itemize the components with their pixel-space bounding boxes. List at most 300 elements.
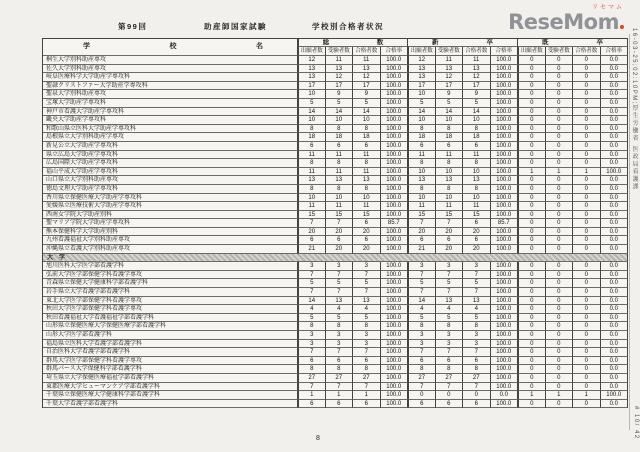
stat-cell: 20 <box>463 245 491 254</box>
stat-cell: 0 <box>546 142 574 151</box>
group-header-row <box>298 39 628 47</box>
stat-cell: 0 <box>518 228 546 237</box>
stat-cell: 5 <box>408 279 436 288</box>
stat-cell: 100.0 <box>491 245 519 254</box>
stat-cell: 17 <box>436 82 464 91</box>
stat-cell: 100.0 <box>491 279 519 288</box>
stat-cell: 6 <box>353 219 381 228</box>
stat-cell: 0 <box>546 90 574 99</box>
stat-cell: 7 <box>463 348 491 357</box>
stat-cell: 15 <box>463 211 491 220</box>
stat-cell: 100.0 <box>381 271 409 280</box>
stat-cell: 13 <box>463 65 491 74</box>
stat-cell: 3 <box>298 331 326 340</box>
stat-cell: 100.0 <box>381 211 409 220</box>
stat-cell: 0.0 <box>601 305 629 314</box>
table-row <box>43 262 628 271</box>
stat-cell: 0.0 <box>601 73 629 82</box>
stat-cell: 100.0 <box>491 236 519 245</box>
stat-cell: 8 <box>436 159 464 168</box>
stat-cell: 0 <box>573 314 601 323</box>
stat-cell: 100.0 <box>381 125 409 134</box>
school-name-cell: 新見公立大学助産学専攻科 <box>43 142 298 151</box>
table-row <box>43 56 628 65</box>
stat-cell: 1 <box>546 391 574 400</box>
stat-cell: 6 <box>298 236 326 245</box>
stat-cell: 100.0 <box>381 194 409 203</box>
stat-cell: 100.0 <box>491 262 519 271</box>
stat-cell: 5 <box>463 314 491 323</box>
stat-cell: 7 <box>408 271 436 280</box>
stat-cell: 14 <box>353 108 381 117</box>
stat-cell: 100.0 <box>491 228 519 237</box>
stat-cell: 0 <box>518 90 546 99</box>
stat-cell: 7 <box>353 271 381 280</box>
stat-cell: 0.0 <box>601 90 629 99</box>
column-header: 合格率 <box>601 47 629 56</box>
school-name-cell: 群馬パース大学保健科学部看護学科 <box>43 365 298 374</box>
stat-cell: 0 <box>518 108 546 117</box>
stat-cell: 5 <box>326 99 354 108</box>
stat-cell: 8 <box>353 125 381 134</box>
stat-cell: 0.0 <box>601 125 629 134</box>
stat-cell: 7 <box>298 219 326 228</box>
stat-cell: 1 <box>546 168 574 177</box>
stat-cell: 0 <box>518 357 546 366</box>
stat-cell: 4 <box>298 305 326 314</box>
stat-cell: 100.0 <box>381 228 409 237</box>
stat-cell: 0 <box>546 400 574 409</box>
stat-cell: 100.0 <box>381 305 409 314</box>
stat-cell: 0 <box>573 159 601 168</box>
school-name-cell: 東北大学医学部保健学科看護学専攻 <box>43 297 298 306</box>
stat-cell: 0 <box>573 245 601 254</box>
stat-cell: 11 <box>326 151 354 160</box>
stat-cell: 100.0 <box>381 99 409 108</box>
table-row <box>43 305 628 314</box>
table-row <box>43 125 628 134</box>
stat-cell: 0 <box>463 391 491 400</box>
stat-cell: 11 <box>463 56 491 65</box>
stat-cell: 27 <box>298 374 326 383</box>
stat-cell: 0 <box>546 357 574 366</box>
stat-cell: 0 <box>546 279 574 288</box>
stat-cell: 8 <box>353 365 381 374</box>
stat-cell: 0 <box>518 383 546 392</box>
school-name-cell: 佐久大学別科助産専攻 <box>43 65 298 74</box>
stat-cell: 9 <box>326 90 354 99</box>
stat-cell: 100.0 <box>491 383 519 392</box>
stat-cell: 7 <box>408 383 436 392</box>
stat-cell: 9 <box>353 90 381 99</box>
stat-cell: 5 <box>463 99 491 108</box>
stat-cell: 5 <box>436 99 464 108</box>
stat-cell: 0 <box>546 348 574 357</box>
stat-cell: 8 <box>298 322 326 331</box>
resemom-logo <box>508 5 624 33</box>
stat-cell: 100.0 <box>381 322 409 331</box>
stat-cell: 100.0 <box>381 176 409 185</box>
stat-cell: 0.0 <box>601 331 629 340</box>
column-header: 出願者数 <box>408 47 436 56</box>
stat-cell: 0.0 <box>601 365 629 374</box>
stat-cell: 100.0 <box>491 168 519 177</box>
stat-cell: 0 <box>518 245 546 254</box>
stat-cell: 0 <box>546 185 574 194</box>
stat-cell: 0 <box>518 219 546 228</box>
stat-cell: 100.0 <box>381 357 409 366</box>
stat-cell: 0 <box>518 142 546 151</box>
stat-cell: 0.0 <box>601 288 629 297</box>
stat-cell: 8 <box>353 185 381 194</box>
stat-cell: 100.0 <box>491 82 519 91</box>
stat-cell: 0 <box>518 348 546 357</box>
stat-cell: 0 <box>518 331 546 340</box>
stat-cell: 0 <box>546 331 574 340</box>
stat-cell: 18 <box>298 133 326 142</box>
stat-cell: 0 <box>518 279 546 288</box>
stat-cell: 100.0 <box>381 133 409 142</box>
stat-cell: 0 <box>573 142 601 151</box>
stat-cell: 11 <box>436 202 464 211</box>
stat-cell: 6 <box>408 142 436 151</box>
stat-cell: 0 <box>573 125 601 134</box>
stat-cell: 5 <box>298 314 326 323</box>
stat-cell: 0.0 <box>601 400 629 409</box>
stat-cell: 5 <box>463 279 491 288</box>
stat-cell: 1 <box>326 391 354 400</box>
stat-cell: 100.0 <box>491 108 519 117</box>
stat-cell: 10 <box>463 194 491 203</box>
stat-cell: 85.7 <box>381 219 409 228</box>
stat-cell: 100.0 <box>491 194 519 203</box>
school-name-cell: 福島県立医科大学看護学部看護学科 <box>43 340 298 349</box>
stat-cell: 3 <box>326 331 354 340</box>
stat-cell: 8 <box>326 365 354 374</box>
stat-cell: 0 <box>573 340 601 349</box>
stat-cell: 10 <box>353 194 381 203</box>
stat-cell: 0 <box>573 331 601 340</box>
school-name-cell: 西南女学院大学助産別科 <box>43 211 298 220</box>
stat-cell: 0 <box>546 314 574 323</box>
stat-cell: 0 <box>546 125 574 134</box>
table-row <box>43 116 628 125</box>
stat-cell: 100.0 <box>381 142 409 151</box>
stat-cell: 0.0 <box>601 219 629 228</box>
stat-cell: 11 <box>436 151 464 160</box>
stat-cell: 100.0 <box>601 168 629 177</box>
stat-cell: 0.0 <box>601 314 629 323</box>
table-row <box>43 331 628 340</box>
sub-header-row <box>298 47 628 56</box>
stat-cell: 14 <box>326 108 354 117</box>
stat-cell: 12 <box>436 73 464 82</box>
table-row <box>43 271 628 280</box>
stat-cell: 100.0 <box>381 297 409 306</box>
stat-cell: 10 <box>326 194 354 203</box>
stat-cell: 0 <box>573 305 601 314</box>
stat-cell: 10 <box>463 168 491 177</box>
stat-cell: 0 <box>546 288 574 297</box>
stat-cell: 6 <box>353 357 381 366</box>
stat-cell: 3 <box>463 262 491 271</box>
stat-cell: 0 <box>546 271 574 280</box>
table-row <box>43 357 628 366</box>
stat-cell: 10 <box>298 116 326 125</box>
stat-cell: 0.0 <box>601 348 629 357</box>
stat-cell: 0 <box>546 219 574 228</box>
stat-cell: 100.0 <box>381 82 409 91</box>
stat-cell: 20 <box>408 228 436 237</box>
stat-cell: 1 <box>518 168 546 177</box>
stat-cell: 3 <box>298 340 326 349</box>
stat-cell: 3 <box>436 340 464 349</box>
stat-cell: 0 <box>518 202 546 211</box>
stat-cell: 0.0 <box>601 357 629 366</box>
column-header: 出願者数 <box>298 47 326 56</box>
stat-cell: 6 <box>436 236 464 245</box>
stat-cell: 8 <box>408 159 436 168</box>
stat-cell: 7 <box>408 348 436 357</box>
table-row <box>43 279 628 288</box>
stat-cell: 11 <box>463 202 491 211</box>
table-row <box>43 108 628 117</box>
stat-cell: 0 <box>573 176 601 185</box>
stat-cell: 8 <box>326 322 354 331</box>
school-name-cell: 聖泉大学別科助産専攻 <box>43 90 298 99</box>
stat-cell: 20 <box>326 245 354 254</box>
stat-cell: 8 <box>436 125 464 134</box>
stat-cell: 0 <box>518 314 546 323</box>
stat-cell: 0 <box>518 159 546 168</box>
school-name-cell: 聖マリア学院大学助産学専攻科 <box>43 219 298 228</box>
stat-cell: 13 <box>298 73 326 82</box>
stat-cell: 0 <box>518 305 546 314</box>
column-header: 受験者数 <box>546 47 574 56</box>
stat-cell: 11 <box>298 168 326 177</box>
stat-cell: 8 <box>463 185 491 194</box>
school-name-cell: 秋田大学医学部保健学科看護学専攻 <box>43 305 298 314</box>
stat-cell: 100.0 <box>381 245 409 254</box>
stat-cell: 9 <box>436 90 464 99</box>
stat-cell: 100.0 <box>381 314 409 323</box>
stat-cell: 4 <box>408 305 436 314</box>
stat-cell: 10 <box>436 194 464 203</box>
table-row <box>43 185 628 194</box>
stat-cell: 18 <box>408 133 436 142</box>
stat-cell: 17 <box>298 82 326 91</box>
stat-cell: 13 <box>436 297 464 306</box>
stat-cell: 5 <box>353 279 381 288</box>
stat-cell: 100.0 <box>491 288 519 297</box>
stat-cell: 6 <box>326 357 354 366</box>
stat-cell: 100.0 <box>381 348 409 357</box>
stat-cell: 0 <box>573 400 601 409</box>
school-name-cell: 聖隷クリストファー大学助産学専攻科 <box>43 82 298 91</box>
school-name-cell: 自治医科大学看護学部看護学科 <box>43 348 298 357</box>
stat-cell: 8 <box>326 159 354 168</box>
school-name-cell: 宝塚大学助産学専攻科 <box>43 99 298 108</box>
stat-cell: 13 <box>326 176 354 185</box>
stat-cell: 13 <box>436 65 464 74</box>
stat-cell: 0 <box>546 211 574 220</box>
stat-cell: 0.0 <box>601 194 629 203</box>
stat-cell: 15 <box>408 211 436 220</box>
stat-cell: 7 <box>436 288 464 297</box>
stat-cell: 0.0 <box>601 236 629 245</box>
stat-cell: 0 <box>546 73 574 82</box>
stat-cell: 0 <box>573 322 601 331</box>
stats-header <box>298 39 628 56</box>
group-header <box>298 39 408 47</box>
fax-page-indicator: # 10/ 42 <box>633 406 639 440</box>
stat-cell: 8 <box>463 125 491 134</box>
stat-cell: 0 <box>518 211 546 220</box>
table-row <box>43 288 628 297</box>
stat-cell: 1 <box>573 168 601 177</box>
stat-cell: 0 <box>518 374 546 383</box>
stat-cell: 7 <box>353 348 381 357</box>
stat-cell: 18 <box>326 133 354 142</box>
stat-cell: 0 <box>573 56 601 65</box>
school-name-cell: 県立広島大学助産学専攻科 <box>43 151 298 160</box>
school-header-char: 学 <box>83 42 90 50</box>
stat-cell: 0 <box>546 159 574 168</box>
stat-cell: 6 <box>298 142 326 151</box>
stat-cell: 3 <box>353 262 381 271</box>
stat-cell: 0 <box>573 219 601 228</box>
stat-cell: 21 <box>408 245 436 254</box>
stat-cell: 20 <box>463 228 491 237</box>
stat-cell: 6 <box>298 400 326 409</box>
column-header: 受験者数 <box>436 47 464 56</box>
school-name-cell: 畿央大学助産学専攻科 <box>43 116 298 125</box>
group-header-char: 卒 <box>486 39 493 46</box>
stat-cell: 8 <box>463 159 491 168</box>
stat-cell: 13 <box>408 65 436 74</box>
stat-cell: 20 <box>353 245 381 254</box>
table-row <box>43 194 628 203</box>
stat-cell: 100.0 <box>491 185 519 194</box>
stat-cell: 27 <box>353 374 381 383</box>
stat-cell: 18 <box>463 133 491 142</box>
table-row <box>43 219 628 228</box>
school-name-cell: 広島国際大学助産学専攻科 <box>43 159 298 168</box>
stat-cell: 7 <box>353 383 381 392</box>
stat-cell: 0 <box>546 108 574 117</box>
stat-cell: 13 <box>463 297 491 306</box>
stat-cell: 8 <box>436 185 464 194</box>
school-name-cell: 神戸市看護大学助産学専攻科 <box>43 108 298 117</box>
stat-cell: 3 <box>436 262 464 271</box>
stat-cell: 11 <box>326 56 354 65</box>
stat-cell: 8 <box>436 365 464 374</box>
stat-cell: 13 <box>326 297 354 306</box>
stat-cell: 12 <box>463 73 491 82</box>
stat-cell: 12 <box>353 73 381 82</box>
column-header: 出願者数 <box>518 47 546 56</box>
school-name-cell: 山口県立大学別科助産専攻 <box>43 176 298 185</box>
stat-cell: 11 <box>326 168 354 177</box>
stat-cell: 0 <box>518 116 546 125</box>
stat-cell: 100.0 <box>491 322 519 331</box>
table-row <box>43 340 628 349</box>
stat-cell: 0 <box>573 133 601 142</box>
stat-cell: 100.0 <box>381 73 409 82</box>
stat-cell: 15 <box>298 211 326 220</box>
stat-cell: 0.0 <box>601 271 629 280</box>
stat-cell: 100.0 <box>381 185 409 194</box>
stat-cell: 6 <box>408 400 436 409</box>
stat-cell: 0 <box>546 374 574 383</box>
stat-cell: 0.0 <box>601 279 629 288</box>
stat-cell: 0.0 <box>601 99 629 108</box>
table-row <box>43 228 628 237</box>
stat-cell: 17 <box>326 82 354 91</box>
stat-cell: 100.0 <box>491 90 519 99</box>
stat-cell: 7 <box>436 219 464 228</box>
stat-cell: 6 <box>408 236 436 245</box>
section-band-row <box>43 254 628 263</box>
stat-cell: 9 <box>463 90 491 99</box>
stat-cell: 0.0 <box>601 297 629 306</box>
stat-cell: 14 <box>436 108 464 117</box>
table-row <box>43 391 628 400</box>
stat-cell: 1 <box>353 391 381 400</box>
stat-cell: 6 <box>408 357 436 366</box>
stat-cell: 0 <box>518 65 546 74</box>
stat-cell: 5 <box>298 279 326 288</box>
stat-cell: 100.0 <box>491 159 519 168</box>
stat-cell: 5 <box>353 314 381 323</box>
resemom-logo-text: ReseMom <box>508 10 619 34</box>
stat-cell: 10 <box>408 116 436 125</box>
stat-cell: 13 <box>436 176 464 185</box>
stat-cell: 0 <box>546 56 574 65</box>
stat-cell: 6 <box>436 357 464 366</box>
stat-cell: 11 <box>436 56 464 65</box>
stat-cell: 8 <box>408 125 436 134</box>
stat-cell: 100.0 <box>491 331 519 340</box>
stat-cell: 3 <box>408 331 436 340</box>
stat-cell: 3 <box>463 331 491 340</box>
stat-cell: 0 <box>573 271 601 280</box>
stat-cell: 0.0 <box>601 108 629 117</box>
stat-cell: 0 <box>408 391 436 400</box>
stat-cell: 0.0 <box>601 56 629 65</box>
stat-cell: 5 <box>326 314 354 323</box>
stat-cell: 100.0 <box>491 133 519 142</box>
stat-cell: 8 <box>353 322 381 331</box>
stat-cell: 0 <box>546 202 574 211</box>
stat-cell: 10 <box>436 116 464 125</box>
school-name-cell: 徳島文理大学助産学専攻科 <box>43 185 298 194</box>
table-row <box>43 142 628 151</box>
stat-cell: 6 <box>326 236 354 245</box>
stat-cell: 11 <box>353 56 381 65</box>
stat-cell: 27 <box>436 374 464 383</box>
school-name-cell: 香川県立保健医療大学助産学専攻科 <box>43 194 298 203</box>
school-name-cell: 岩手県立大学看護学部看護学科 <box>43 288 298 297</box>
stat-cell: 6 <box>353 400 381 409</box>
stat-cell: 6 <box>326 142 354 151</box>
stat-cell: 0.0 <box>601 322 629 331</box>
stat-cell: 8 <box>408 322 436 331</box>
results-table <box>42 38 628 408</box>
stat-cell: 0 <box>573 116 601 125</box>
table-row <box>43 99 628 108</box>
stat-cell: 14 <box>408 108 436 117</box>
